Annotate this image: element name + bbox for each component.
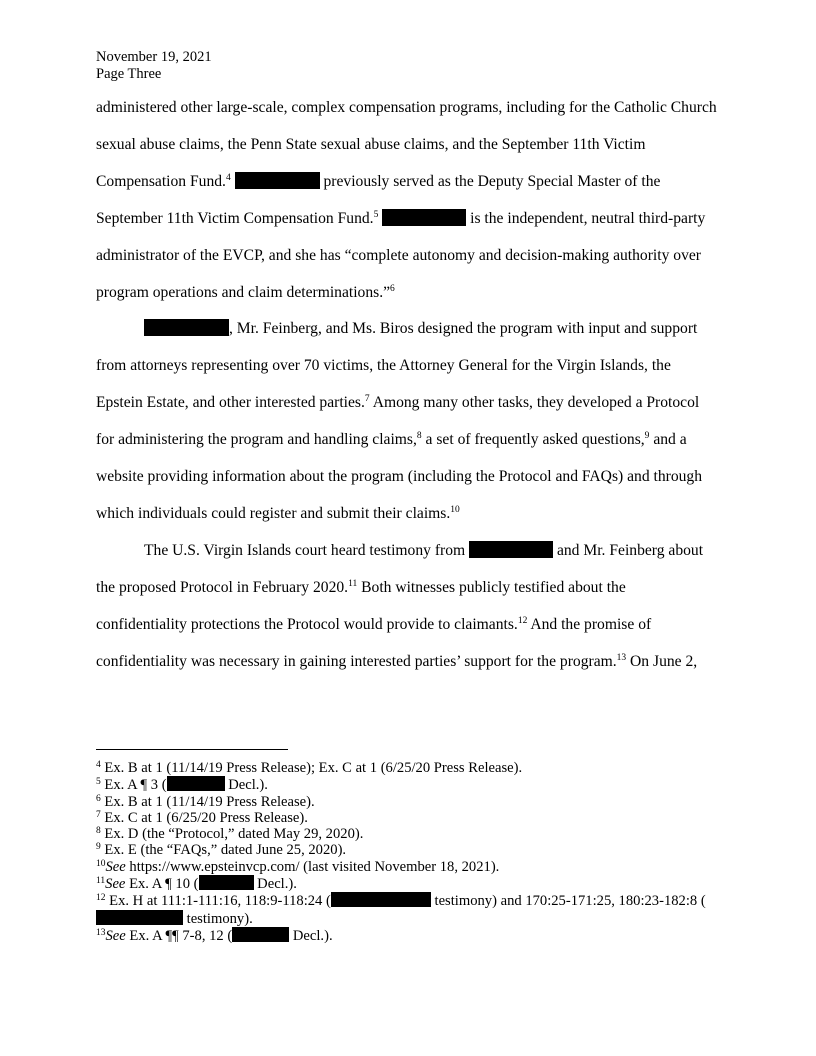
redaction-box xyxy=(232,927,289,942)
footnote-ref-12: 12 xyxy=(517,615,528,626)
footnote-text: Ex. B at 1 (11/14/19 Press Release). xyxy=(100,793,315,810)
footnote-signal-see: See xyxy=(105,858,126,875)
footnote-ref-7: 7 xyxy=(364,394,370,405)
footnote-number: 4 xyxy=(96,760,101,770)
footnote-6 xyxy=(96,794,720,810)
paragraph-2 xyxy=(96,311,720,532)
redaction-box xyxy=(469,541,553,558)
p3-text-3: Both witnesses publicly testified about the confidentiality protections the Protocol would provide to claimants. xyxy=(96,578,626,633)
paragraph-1 xyxy=(96,90,720,311)
p3-text-2: and Mr. Feinberg about the proposed Protocol in February 2020. xyxy=(96,541,704,596)
footnote-10 xyxy=(96,859,720,875)
footnote-text: Ex. D (the “Protocol,” dated May 29, 2020). xyxy=(100,826,364,843)
footnote-text: Decl.). xyxy=(289,927,333,944)
p1-text-2: previously served as the Deputy Special Master of the September 11th Victim Compensation Fund. xyxy=(96,172,661,227)
footnote-5 xyxy=(96,776,720,793)
footnote-ref-4: 4 xyxy=(225,172,231,183)
p2-text-3: a set of frequently asked questions, xyxy=(421,431,645,449)
redaction-box xyxy=(382,209,466,226)
footnote-9 xyxy=(96,842,720,858)
header-date: November 19, 2021 xyxy=(96,49,212,65)
footnote-signal-see: See xyxy=(105,927,126,944)
footnote-ref-13: 13 xyxy=(616,652,627,663)
p3-text-4: And the promise of confidentiality was necessary in gaining interested parties’ support for the program. xyxy=(96,615,652,670)
footnote-ref-8: 8 xyxy=(416,431,422,442)
footnote-number: 12 xyxy=(96,893,106,904)
footnote-number: 11 xyxy=(96,876,106,887)
redaction-box xyxy=(235,172,320,189)
p3-text-1: The U.S. Virgin Islands court heard testimony from xyxy=(144,541,470,559)
footnote-number: 6 xyxy=(96,793,101,804)
redaction-box xyxy=(199,875,254,890)
header-page-number: Page Three xyxy=(96,66,162,82)
footnote-text: Ex. A ¶¶ 7-8, 12 ( xyxy=(125,927,233,944)
footnotes xyxy=(96,749,720,944)
footnote-7 xyxy=(96,810,720,826)
footnote-text: testimony) and 170:25-171:25, 180:23-182:8 ( xyxy=(430,893,706,910)
footnote-8 xyxy=(96,826,720,842)
p1-text-1: administered other large-scale, complex compensation programs, including for the Catholic Church sexual abuse claims, the Penn State sexual abuse claims, and the September 11th Victim Compensation Fund. xyxy=(96,99,717,190)
redaction-box xyxy=(96,910,183,925)
footnote-11 xyxy=(96,875,720,892)
footnote-text: Decl.). xyxy=(224,777,268,794)
footnote-ref-5: 5 xyxy=(373,209,379,220)
footnote-number: 13 xyxy=(96,927,106,938)
paragraph-3 xyxy=(96,533,720,681)
letter-header xyxy=(96,49,212,83)
footnote-4 xyxy=(96,760,720,776)
footnote-text: testimony). xyxy=(183,910,253,927)
p2-text-2: Among many other tasks, they developed a Protocol for administering the program and handling claims, xyxy=(96,394,700,449)
footnote-text: Ex. B at 1 (11/14/19 Press Release); Ex. C at 1 (6/25/20 Press Release). xyxy=(100,760,523,776)
footnote-text: Ex. C at 1 (6/25/20 Press Release). xyxy=(100,809,308,826)
footnote-signal-see: See xyxy=(105,876,126,893)
footnote-number: 5 xyxy=(96,777,101,788)
footnote-ref-6: 6 xyxy=(390,283,395,294)
footnote-text: Ex. A ¶ 10 ( xyxy=(125,876,199,893)
footnote-13 xyxy=(96,927,720,944)
footnote-ref-9: 9 xyxy=(644,431,650,442)
footnote-12 xyxy=(96,892,720,927)
redaction-box xyxy=(144,319,229,336)
footnote-text: https://www.epsteinvcp.com/ (last visited November 18, 2021). xyxy=(125,858,500,875)
p2-text-1: , Mr. Feinberg, and Ms. Biros designed the program with input and support from attorneys representing over 70 victims, the Attorney General for the Virgin Islands, the Epstein Estate, and other interested parties. xyxy=(96,320,698,412)
p3-text-5: On June 2, xyxy=(626,652,698,670)
footnote-text: Ex. A ¶ 3 ( xyxy=(100,777,167,794)
footnote-text: Ex. H at 111:1-111:16, 118:9-118:24 ( xyxy=(105,893,331,910)
body-text xyxy=(96,90,720,681)
footnote-number: 10 xyxy=(96,858,106,869)
redaction-box xyxy=(331,892,431,907)
footnote-ref-11: 11 xyxy=(348,578,358,589)
footnote-number: 7 xyxy=(96,809,101,820)
footnote-number: 9 xyxy=(96,842,101,853)
redaction-box xyxy=(167,776,225,791)
footnote-number: 8 xyxy=(96,826,101,837)
p1-text-3: is the independent, neutral third-party administrator of the EVCP, and she has “complete autonomy and decision-making authority over program operations and claim determinations.” xyxy=(96,209,706,301)
footnote-divider xyxy=(96,749,288,750)
footnote-text: Ex. E (the “FAQs,” dated June 25, 2020). xyxy=(100,842,347,859)
footnote-text: Decl.). xyxy=(253,876,297,893)
p2-text-4: and a website providing information about the program (including the Protocol and FAQs) and through which individuals could register and submit their claims. xyxy=(96,431,703,522)
footnote-ref-10: 10 xyxy=(450,504,460,515)
